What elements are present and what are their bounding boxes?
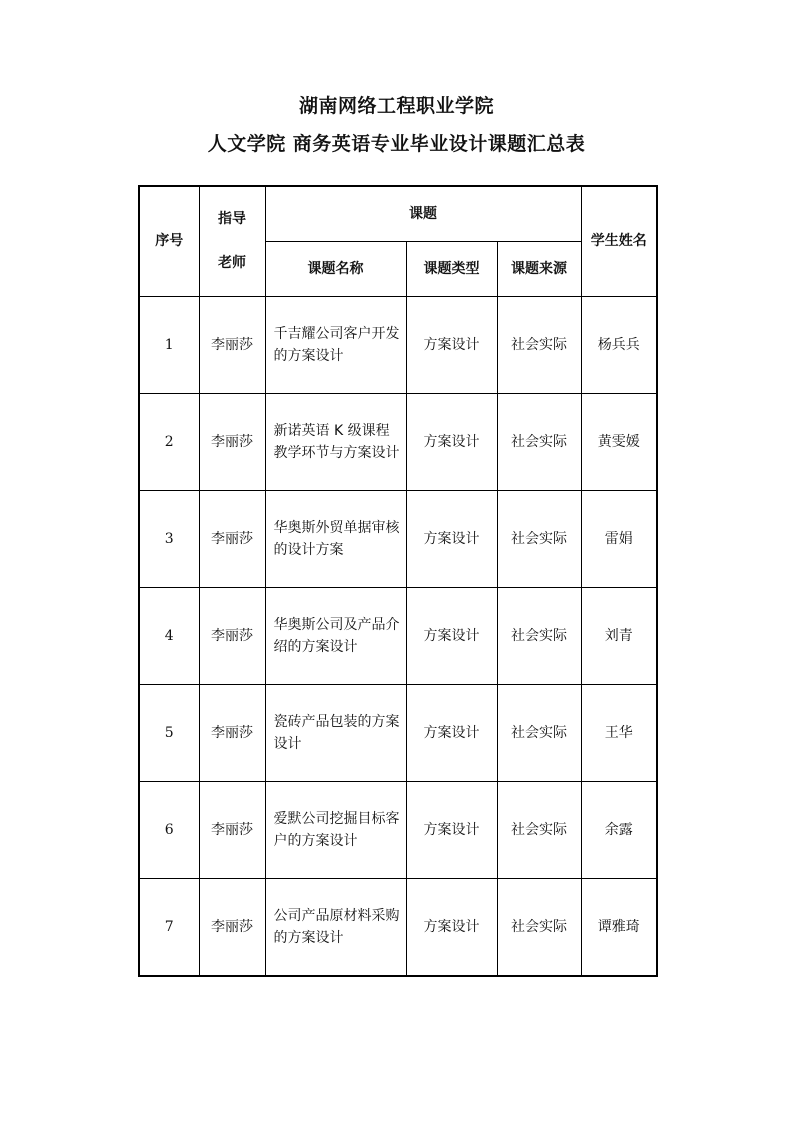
topic-summary-table: [138, 185, 658, 977]
header-topic-source: 课题来源: [497, 241, 581, 296]
institution-title: 湖南网络工程职业学院: [298, 95, 494, 117]
table-row: [139, 490, 657, 587]
row-topic: [265, 685, 406, 782]
row-type: 方案设计: [406, 879, 497, 976]
table-title: 人文学院 商务英语专业毕业设计课题汇总表: [207, 133, 586, 155]
row-type: 方案设计: [406, 393, 497, 490]
table-row: [139, 393, 657, 490]
row-source: 社会实际: [497, 879, 581, 976]
row-type: 方案设计: [406, 782, 497, 879]
row-topic: [265, 587, 406, 684]
row-student: 杨兵兵: [581, 296, 657, 393]
table-row: [139, 685, 657, 782]
header-topic-group: 课题: [265, 186, 581, 241]
row-advisor: 李丽莎: [199, 587, 265, 684]
row-topic: [265, 782, 406, 879]
header-topic-type: 课题类型: [406, 241, 497, 296]
row-advisor: 李丽莎: [199, 879, 265, 976]
header-advisor-line2: 老师: [218, 255, 246, 272]
table-row: [139, 587, 657, 684]
row-type: 方案设计: [406, 490, 497, 587]
row-topic-text: 华奥斯公司及产品介绍的方案设计: [273, 616, 400, 655]
row-student: 黄雯媛: [581, 393, 657, 490]
row-type: 方案设计: [406, 296, 497, 393]
row-advisor: 李丽莎: [199, 685, 265, 782]
row-advisor: 李丽莎: [199, 296, 265, 393]
row-topic-text: 公司产品原材料采购的方案设计: [273, 908, 400, 947]
table-row: [139, 296, 657, 393]
row-student: 王华: [581, 685, 657, 782]
row-source: 社会实际: [497, 490, 581, 587]
row-topic: [265, 296, 406, 393]
row-advisor: 李丽莎: [199, 393, 265, 490]
row-source: 社会实际: [497, 782, 581, 879]
row-topic: [265, 490, 406, 587]
row-index: 2: [139, 393, 199, 490]
row-source: 社会实际: [497, 685, 581, 782]
header-topic-name: 课题名称: [265, 241, 406, 296]
row-source: 社会实际: [497, 393, 581, 490]
row-advisor: 李丽莎: [199, 490, 265, 587]
header-index: 序号: [139, 186, 199, 296]
table-row: [139, 879, 657, 976]
row-index: 7: [139, 879, 199, 976]
row-index: 1: [139, 296, 199, 393]
row-source: 社会实际: [497, 296, 581, 393]
row-topic-text: 新诺英语 K 级课程教学环节与方案设计: [273, 422, 400, 461]
header-student-name: 学生姓名: [581, 186, 657, 296]
row-index: 6: [139, 782, 199, 879]
row-index: 3: [139, 490, 199, 587]
row-topic: [265, 879, 406, 976]
row-topic: [265, 393, 406, 490]
row-type: 方案设计: [406, 587, 497, 684]
row-topic-text: 爱默公司挖掘目标客户的方案设计: [273, 811, 400, 850]
row-source: 社会实际: [497, 587, 581, 684]
row-topic-text: 千吉耀公司客户开发的方案设计: [273, 325, 400, 364]
row-topic-text: 瓷砖产品包装的方案设计: [273, 714, 400, 753]
row-advisor: 李丽莎: [199, 782, 265, 879]
row-index: 5: [139, 685, 199, 782]
row-topic-text: 华奥斯外贸单据审核的设计方案: [273, 519, 400, 558]
table-row: [139, 782, 657, 879]
row-student: 刘青: [581, 587, 657, 684]
header-advisor-line1: 指导: [218, 211, 246, 228]
row-student: 谭雅琦: [581, 879, 657, 976]
row-type: 方案设计: [406, 685, 497, 782]
header-advisor: [199, 186, 265, 296]
row-student: 余露: [581, 782, 657, 879]
row-index: 4: [139, 587, 199, 684]
row-student: 雷娟: [581, 490, 657, 587]
